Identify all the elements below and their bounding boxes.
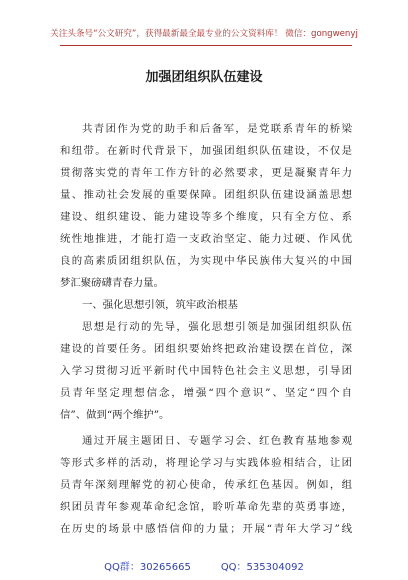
promo-header: 关注头条号“公文研究”，获得最新最全最专业的公文资料库！ 微信：gongwenyj xyxy=(50,29,358,39)
body-line: 通过开展主题团日、专题学习会、红色教育基地参观 xyxy=(82,435,352,447)
body-line: 员青年坚定理想信念，增强“四个意识”、坚定“四个自 xyxy=(60,387,352,399)
body-line: 统性地推进，才能打造一支政治坚定、能力过硬、作风优 xyxy=(60,233,352,245)
contact-footer xyxy=(0,558,408,573)
body-line: 入学习贯彻习近平新时代中国特色社会主义思想，引导团 xyxy=(60,365,352,377)
body-line: 和纽带。在新时代背景下，加强团组织队伍建设，不仅是 xyxy=(60,145,352,157)
body-line: 织团员青年参观革命纪念馆，聆听革命先辈的英勇事迹， xyxy=(60,501,352,513)
body-line: 梦汇聚磅礴青春力量。 xyxy=(60,277,164,289)
body-line: 建设的首要任务。团组织要始终把政治建设摆在首位，深 xyxy=(60,343,352,355)
qq-number: QQ：535304092 xyxy=(220,562,304,573)
body-line: 建设、组织建设、能力建设等多个维度，只有全方位、系 xyxy=(60,211,352,223)
section-heading: 一、强化思想引领，筑牢政治根基 xyxy=(82,299,238,311)
body-line: 量、推动社会发展的重要保障。团组织队伍建设涵盖思想 xyxy=(60,189,352,201)
qq-group-number: QQ群：30265665 xyxy=(104,562,191,573)
body-line: 信”、做到“两个维护”。 xyxy=(60,409,170,421)
body-line: 在历史的场景中感悟信仰的力量；开展“青年大学习”线 xyxy=(60,523,352,535)
header-divider xyxy=(60,45,352,46)
body-line: 贯彻落实党的青年工作方针的必然要求，更是凝聚青年力 xyxy=(60,167,352,179)
body-line: 员青年深刻理解党的初心使命，传承红色基因。例如，组 xyxy=(60,479,352,491)
body-line: 思想是行动的先导，强化思想引领是加强团组织队伍 xyxy=(82,321,352,333)
body-line: 良的高素质团组织队伍，为实现中华民族伟大复兴的中国 xyxy=(60,255,352,267)
document-title: 加强团组织队伍建设 xyxy=(145,70,263,85)
body-line: 共青团作为党的助手和后备军，是党联系青年的桥梁 xyxy=(82,123,352,135)
body-line: 等形式多样的活动，将理论学习与实践体验相结合，让团 xyxy=(60,457,352,469)
